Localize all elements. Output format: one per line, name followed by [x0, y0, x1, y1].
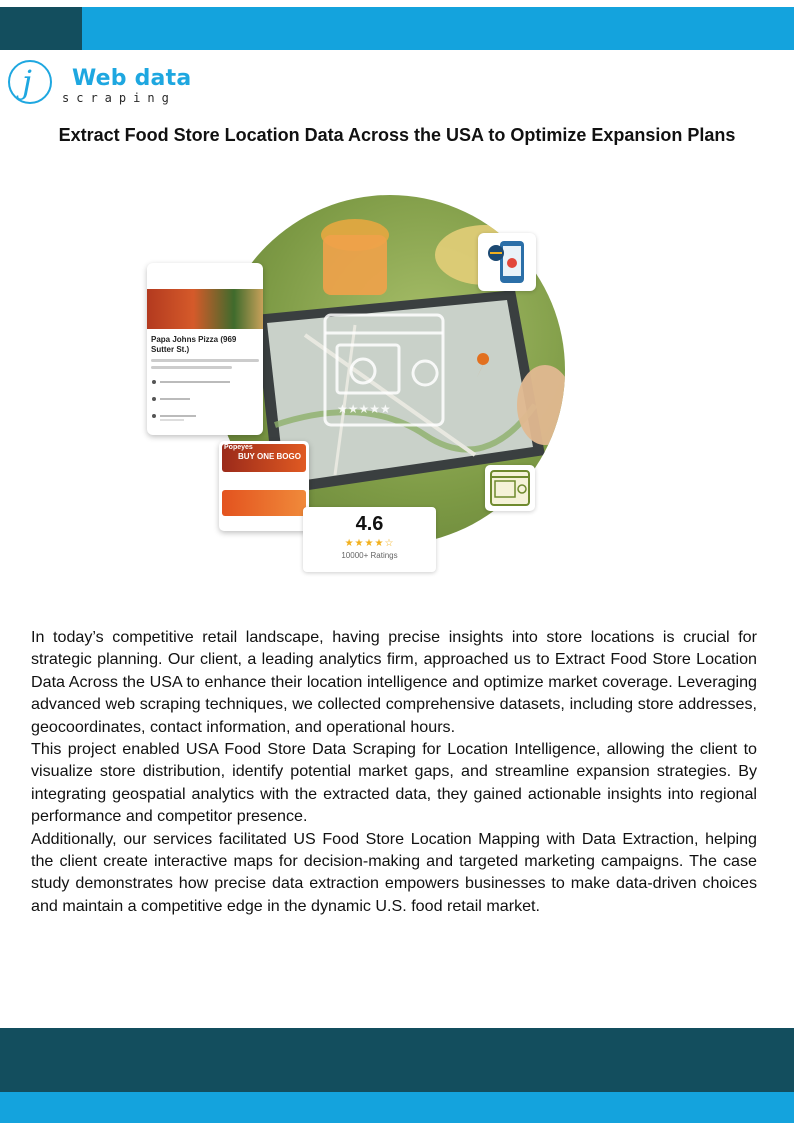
rating-stars-icon: ★★★★☆	[344, 538, 395, 549]
pizza-image	[147, 289, 263, 329]
web-listing-badge	[485, 465, 535, 511]
deals-card	[219, 441, 309, 531]
restaurant-card-pizza	[147, 263, 263, 435]
body-text	[31, 626, 757, 917]
address-placeholder	[151, 379, 251, 385]
rating-card	[303, 507, 436, 572]
logo-letter: j	[22, 63, 32, 101]
company-logo	[8, 60, 208, 114]
description-line	[151, 359, 259, 362]
juice-glass	[323, 235, 387, 295]
paragraph: This project enabled USA Food Store Data Scraping for Location Intelligence, allowing the client to visualize store distribution, identify potential market gaps, and streamline expansion strategies. By integrating geospatial analytics with the extracted data, they gained actionable insights into regional performance and competitor presence.	[31, 740, 757, 826]
footer-bar-dark	[0, 1028, 794, 1092]
page-title: Extract Food Store Location Data Across the USA to Optimize Expansion Plans	[58, 125, 736, 145]
rating-placeholder	[151, 413, 251, 423]
hours-row	[151, 396, 259, 403]
deal-banner-popeyes	[222, 444, 306, 472]
phone-scooter-icon	[478, 233, 536, 291]
phone-delivery-badge	[478, 233, 536, 291]
star-row-icon: ★★★★★	[337, 402, 391, 416]
logo-wordmark: Web data	[72, 66, 192, 91]
rating-count: 10000+ Ratings	[341, 551, 398, 560]
hours-placeholder	[151, 396, 251, 402]
header-bar-blue	[82, 7, 794, 50]
web-food-listing-icon	[485, 465, 535, 511]
deal-offer: BUY ONE BOGO	[238, 452, 301, 461]
address-row	[151, 379, 259, 386]
deal-banner-second	[222, 490, 306, 516]
header-bar-dark	[0, 7, 82, 50]
rating-row	[151, 413, 259, 424]
logo-circle-icon	[8, 60, 52, 104]
paragraph: Additionally, our services facilitated US Food Store Location Mapping with Data Extraction, helping the client create interactive maps for decision-making and targeted marketing campaigns. The case study demonstrates how precise data extraction empowers businesses to make data-driven choices and maintain a competitive edge in the dynamic U.S. food retail market.	[31, 829, 757, 915]
logo-subtitle: scraping	[62, 91, 176, 105]
hero-illustration	[145, 195, 565, 580]
restaurant-name: Papa Johns Pizza (969 Sutter St.)	[151, 335, 237, 354]
description-line	[151, 366, 232, 369]
rating-score: 4.6	[355, 513, 384, 535]
deal-brand: Popeyes	[224, 444, 253, 451]
footer-bar-blue	[0, 1092, 794, 1123]
paragraph: In today’s competitive retail landscape, having precise insights into store locations is crucial for strategic planning. Our client, a leading analytics firm, approached us to Extract Food Store Location Data Across the USA to enhance their location intelligence and optimize market coverage. Leveraging advanced web scraping techniques, we collected comprehensive datasets, including store addresses, geocoordinates, contact information, and operational hours.	[31, 628, 757, 736]
